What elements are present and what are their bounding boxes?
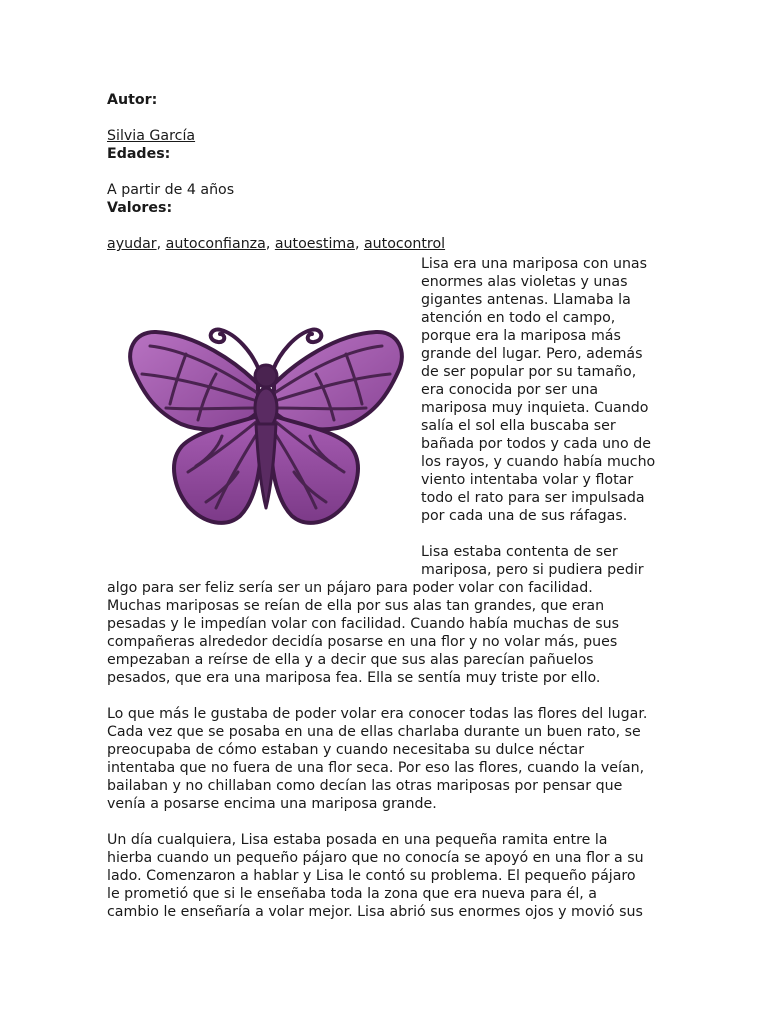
story-line: Lo que más le gustaba de poder volar era conocer todas las flores del lugar. [107, 706, 648, 722]
story-line: bailaban y no chillaban como decían las otras mariposas por pensar que [107, 778, 623, 794]
story-line: mariposa muy inquieta. Cuando [421, 400, 649, 416]
story-line: era conocida por ser una [421, 382, 599, 398]
story-line: compañeras alrededor decidía posarse en una flor y no volar más, pues [107, 634, 618, 650]
story-line: pesadas y le impedían volar con facilidad. Cuando había muchas de sus [107, 616, 620, 632]
author-label: Autor: [107, 92, 158, 108]
values-label: Valores: [107, 200, 173, 216]
values-separator: , [265, 236, 275, 252]
story-line: pesados, que era una mariposa fea. Ella se sentía muy triste por ello. [107, 670, 601, 686]
story-line: por cada una de sus ráfagas. [421, 508, 628, 524]
story-line: Lisa estaba contenta de ser [421, 544, 618, 560]
story-line: mariposa, pero si pudiera pedir [421, 562, 644, 578]
story-line: preocupaba de cómo estaban y cuando necesitaba su dulce néctar [107, 742, 585, 758]
value-link-autoconfianza[interactable]: autoconfianza [165, 236, 266, 252]
story-line: Cada vez que se posaba en una de ellas charlaba durante un buen rato, se [107, 724, 641, 740]
story-line: enormes alas violetas y unas [421, 274, 628, 290]
story-line: venía a posarse encima una mariposa grande. [107, 796, 437, 812]
story-line: le prometió que si le enseñaba toda la zona que era nueva para él, a [107, 886, 597, 902]
story-line: gigantes antenas. Llamaba la [421, 292, 631, 308]
value-link-autocontrol[interactable]: autocontrol [363, 236, 446, 252]
story-line: salía el sol ella buscaba ser [421, 418, 616, 434]
butterfly-icon [126, 312, 406, 530]
values-separator: , [156, 236, 166, 252]
values-separator: , [354, 236, 364, 252]
story-line: Lisa era una mariposa con unas [421, 256, 648, 272]
author-name-link[interactable]: Silvia García [107, 128, 196, 144]
story-line: intentaba que no fuera de una flor seca. Por eso las flores, cuando la veían, [107, 760, 645, 776]
ages-value: A partir de 4 años [107, 182, 235, 198]
story-line: de ser popular por su tamaño, [421, 364, 637, 380]
value-link-ayudar[interactable]: ayudar [107, 236, 157, 252]
story-line: porque era la mariposa más [421, 328, 621, 344]
story-line: hierba cuando un pequeño pájaro que no conocía se apoyó en una flor a su [107, 850, 644, 866]
story-line: grande del lugar. Pero, además [421, 346, 643, 362]
story-line: Muchas mariposas se reían de ella por sus alas tan grandes, que eran [107, 598, 605, 614]
values-list [107, 236, 445, 252]
story-line: Un día cualquiera, Lisa estaba posada en una pequeña ramita entre la [107, 832, 608, 848]
story-line: empezaban a reírse de ella y a decir que sus alas parecían pañuelos [107, 652, 594, 668]
story-line: viento intentaba volar y flotar [421, 472, 634, 488]
value-link-autoestima[interactable]: autoestima [274, 236, 355, 252]
story-line: todo el rato para ser impulsada [421, 490, 645, 506]
story-line: atención en todo el campo, [421, 310, 616, 326]
story-line: algo para ser feliz sería ser un pájaro para poder volar con facilidad. [107, 580, 593, 596]
story-line: cambio le enseñaría a volar mejor. Lisa abrió sus enormes ojos y movió sus [107, 904, 643, 920]
story-line: los rayos, y cuando había mucho [421, 454, 656, 470]
story-line: lado. Comenzaron a hablar y Lisa le contó su problema. El pequeño pájaro [107, 868, 636, 884]
ages-label: Edades: [107, 146, 171, 162]
story-line: bañada por todos y cada uno de [421, 436, 651, 452]
